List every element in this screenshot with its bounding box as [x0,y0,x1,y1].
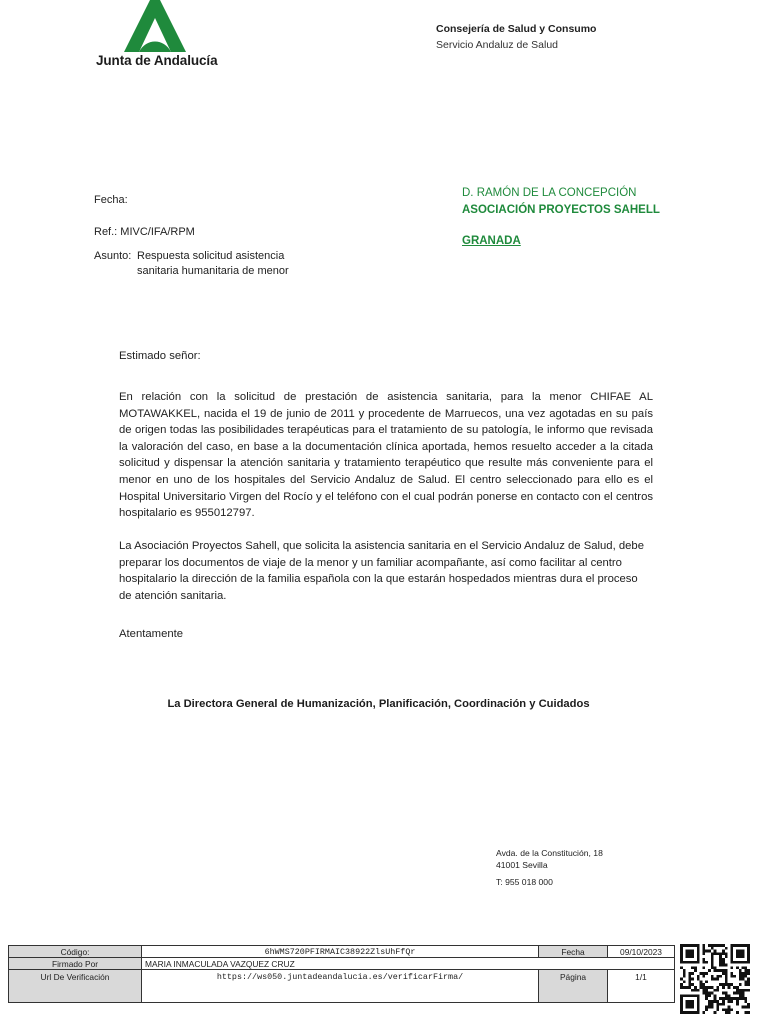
fecha-label: Fecha: [94,194,128,206]
recipient-city: GRANADA [462,235,521,247]
asunto-line1: Respuesta solicitud asistencia [137,250,285,262]
paragraph-2: La Asociación Proyectos Sahell, que solicita la asistencia sanitaria en el Servicio Andaluz de Salud, debe preparar los documentos de viaje de la menor y un familiar acompañante, así como facilitar al centro hospitalario la dirección de la familia española con la que estarán hospedados mientras dura el proceso de atención sanitaria. [119,540,644,602]
fecha-label-cell: Fecha [539,946,608,958]
signer-title: La Directora General de Humanización, Planificación, Coordinación y Cuidados [167,698,590,710]
logo-text: Junta de Andalucía [96,53,218,68]
firmado-value: MARIA INMACULADA VAZQUEZ CRUZ [142,958,675,970]
address-line2: 41001 Sevilla [496,860,548,870]
department-name: Consejería de Salud y Consumo [436,23,597,35]
address-line1: Avda. de la Constitución, 18 [496,848,603,858]
junta-andalucia-logo-icon [124,0,186,52]
recipient-name: D. RAMÓN DE LA CONCEPCIÓN [462,187,637,199]
reference: Ref.: MIVC/IFA/RPM [94,226,195,238]
greeting: Estimado señor: [119,350,201,362]
recipient-organization: ASOCIACIÓN PROYECTOS SAHELL [462,204,660,216]
verification-table [8,945,675,1003]
closing: Atentamente [119,628,184,640]
service-name: Servicio Andaluz de Salud [436,39,558,51]
paragraph-1: En relación con la solicitud de prestación de asistencia sanitaria, para la menor CHIFAE AL MOTAWAKKEL, nacida el 19 de junio de 2011 y procedente de Marruecos, una vez agotadas en su país de origen todas las posibilidades terapéuticas para el tratamiento de su patología, le informo que revisada la valoración del caso, en base a la documentación clínica aportada, hemos resuelto acceder a la citada solicitud y dispensar la atención sanitaria y tratamiento terapéutico que resulte más conveniente para el menor en uno de los hospitales del Servicio Andaluz de Salud. El centro seleccionado para ello es el Hospital Universitario Virgen del Rocío y el teléfono con el cual podrán ponerse en contacto con el centros hospitalario es 955012797. [119,391,653,520]
codigo-label: Código: [9,946,142,958]
fecha-value: 09/10/2023 [608,946,675,958]
asunto-line2: sanitaria humanitaria de menor [137,265,289,277]
codigo-value: 6hWMS720PFIRMAIC38922ZlsUhFfQr [142,946,539,958]
url-label: Url De Verificación [9,970,142,1003]
firmado-label: Firmado Por [9,958,142,970]
address-phone: T: 955 018 000 [496,877,553,887]
url-value[interactable]: https://ws050.juntadeandalucia.es/verificarFirma/ [142,970,539,1003]
qr-code-icon [680,944,750,1014]
pagina-label: Página [539,970,608,1003]
asunto-label: Asunto: [94,250,132,262]
pagina-value: 1/1 [608,970,675,1003]
